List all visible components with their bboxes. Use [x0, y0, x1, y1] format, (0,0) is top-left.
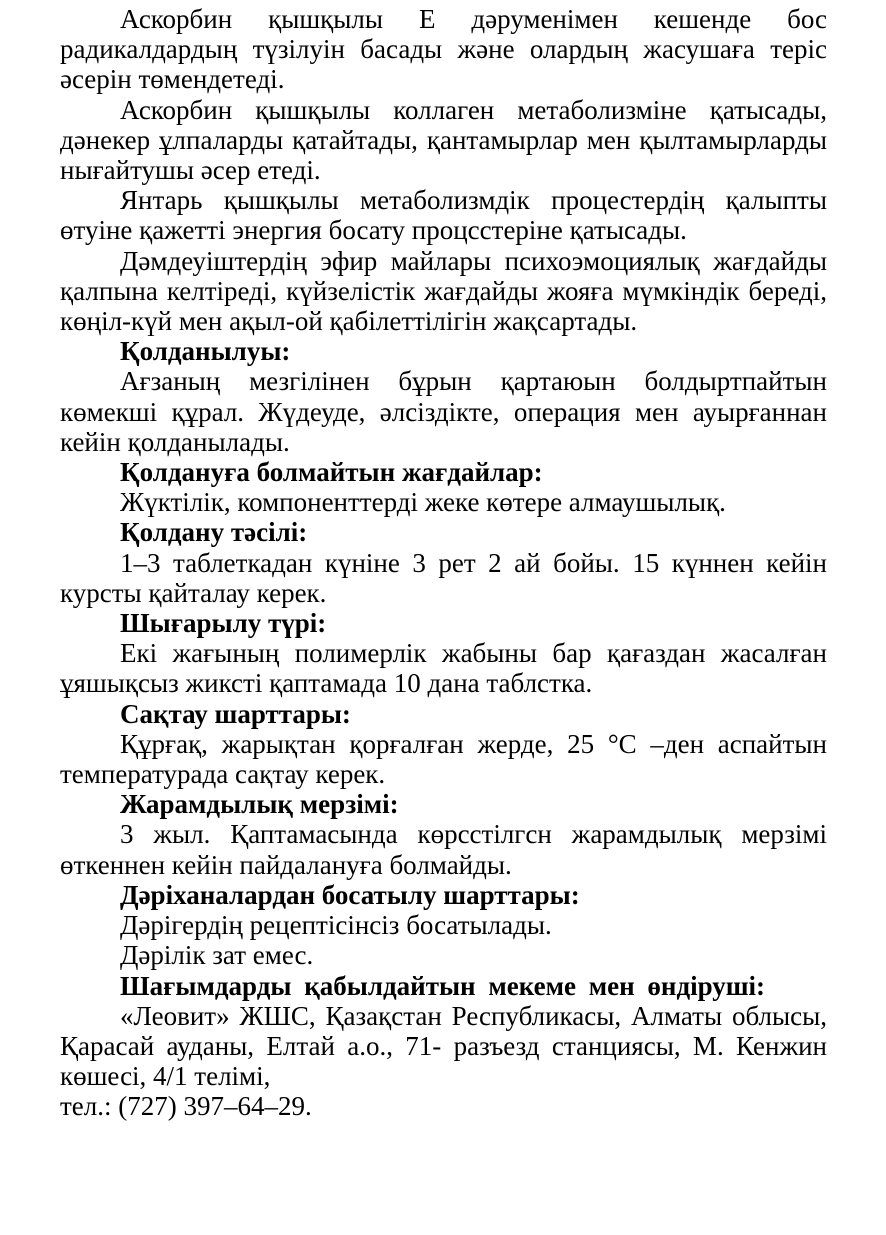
text-method: 1–3 таблеткадан күніне 3 рет 2 ай бойы. 15 күннен кейін курсты қайталау керек. — [60, 547, 827, 608]
heading-manufacturer: Шағымдарды қабылдайтын мекеме мен өндіруші: — [120, 970, 766, 1001]
heading-form: Шығарылу түрі: — [120, 608, 327, 639]
heading-storage: Сақтау шарттары: — [120, 698, 351, 729]
paragraph-succinic-acid: Янтарь қышқылы метаболизмдік процестердің қалыпты өтуіне қажетті энергия босату процсстеріне қатысады. — [60, 185, 827, 246]
text-manufacturer-address: «Леовит» ЖШС, Қазақстан Республикасы, Алматы облысы, Қарасай ауданы, Елтай а.о., 71- разъезд станциясы, М. Кенжин көшесі, 4/1 телімі, — [60, 1000, 827, 1092]
text-usage: Ағзаның мезгілінен бұрын қартаюын болдыртпайтын көмекші құрал. Жүдеуде, әлсіздікте, операция мен ауырғаннан кейін қолданылады. — [60, 366, 827, 457]
paragraph-ascorbic-collagen: Аскорбин қышқылы коллаген метаболизміне қатысады, дәнекер ұлпаларды қатайтады, қантамырлар мен қылтамырларды нығайтушы әсер етеді. — [60, 94, 827, 186]
text-dispensing-prescription: Дәрігердің рецептісінсіз босатылады. — [120, 910, 552, 941]
text-storage: Құрғақ, жарықтан қорғалған жерде, 25 °С –ден аспайтын температурада сақтау керек. — [60, 728, 827, 790]
text-manufacturer-phone: тел.: (727) 397–64–29. — [60, 1091, 312, 1122]
document-page — [60, 4, 827, 1122]
text-form: Екі жағының полимерлік жабыны бар қағаздан жасалған ұяшықсыз жиксті қаптамада 10 дана таблстка. — [60, 638, 827, 699]
text-dispensing-not-drug: Дәрілік зат емес. — [120, 940, 314, 971]
heading-contraindications: Қолдануға болмайтын жағдайлар: — [120, 457, 543, 488]
paragraph-essential-oils: Дәмдеуіштердің эфир майлары психоэмоциялық жағдайды қалпына келтіреді, күйзелістік жағдайды жояға мүмкіндік береді, көңіл-күй мен ақыл-ой қабілеттілігін жақсартады. — [60, 245, 827, 337]
text-shelf-life: 3 жыл. Қаптамасында көрсстілгсн жарамдылық мерзімі өткеннен кейін пайдалануға болмайды. — [60, 819, 827, 880]
heading-dispensing: Дәріханалардан босатылу шарттары: — [120, 879, 580, 910]
paragraph-ascorbic-vitamin-e: Аскорбин қышқылы Е дәруменімен кешенде бос радикалдардың түзілуін басады және олардың жасушаға теріс әсерін төмендетеді. — [60, 4, 827, 95]
heading-shelf-life: Жарамдылық мерзімі: — [120, 789, 399, 820]
text-contraindications: Жүктілік, компоненттерді жеке көтере алмаушылық. — [120, 487, 726, 518]
heading-method: Қолдану тәсілі: — [120, 517, 308, 548]
heading-usage: Қолданылуы: — [120, 336, 291, 367]
